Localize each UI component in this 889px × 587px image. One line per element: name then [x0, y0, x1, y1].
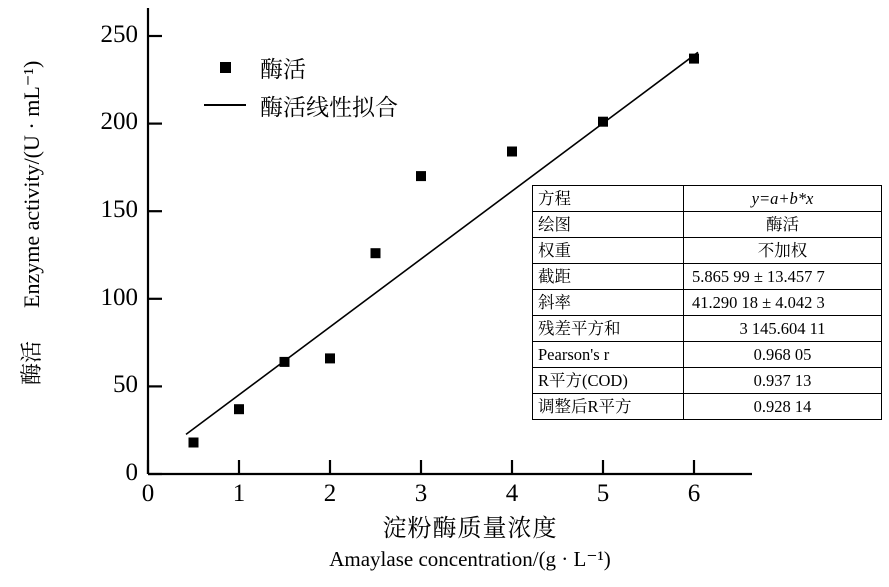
stat-value: 酶活 — [684, 212, 882, 238]
y-tick-label: 150 — [100, 196, 138, 223]
table-row — [533, 394, 882, 420]
x-tick-label: 4 — [505, 480, 519, 507]
table-row — [533, 368, 882, 394]
fit-statistics-table — [532, 185, 882, 420]
y-tick-label: 0 — [125, 459, 138, 486]
stat-key: 斜率 — [533, 290, 684, 316]
table-row — [533, 264, 882, 290]
y-tick-label: 200 — [100, 108, 138, 135]
table-row — [533, 238, 882, 264]
table-row — [533, 316, 882, 342]
stat-value: 0.937 13 — [684, 368, 882, 394]
legend-item-label: 酶活线性拟合 — [260, 94, 398, 120]
stat-key: R平方(COD) — [533, 368, 684, 394]
stat-value: 不加权 — [684, 238, 882, 264]
table-row — [533, 212, 882, 238]
x-tick-label: 2 — [323, 480, 337, 507]
stat-value: 3 145.604 11 — [684, 316, 882, 342]
y-axis-label-en: Enzyme activity/(U · mL⁻¹) — [19, 60, 44, 308]
data-point — [189, 438, 199, 448]
data-point — [689, 54, 699, 64]
data-point — [371, 248, 381, 258]
data-point — [234, 404, 244, 414]
x-axis-label-en: Amaylase concentration/(g · L⁻¹) — [329, 547, 611, 571]
data-point — [598, 117, 608, 127]
stat-key: Pearson's r — [533, 342, 684, 368]
legend-item-label: 酶活 — [260, 56, 306, 82]
data-point — [280, 357, 290, 367]
stat-key: 绘图 — [533, 212, 684, 238]
stat-value: y=a+b*x — [684, 186, 882, 212]
stat-key: 残差平方和 — [533, 316, 684, 342]
y-axis-label — [18, 60, 46, 385]
x-tick-label: 6 — [687, 480, 701, 507]
stat-value: 0.928 14 — [684, 394, 882, 420]
stat-value: 41.290 18 ± 4.042 3 — [684, 290, 882, 316]
stat-value: 0.968 05 — [684, 342, 882, 368]
y-axis-label-cn: 酶活 — [19, 340, 44, 385]
table-row — [533, 290, 882, 316]
x-axis-label-cn: 淀粉酶质量浓度 — [382, 516, 558, 542]
data-point — [325, 353, 335, 363]
x-tick-label: 5 — [596, 480, 610, 507]
x-tick-label: 0 — [141, 480, 155, 507]
legend — [196, 48, 398, 124]
y-tick-label: 250 — [100, 21, 138, 48]
data-point — [416, 171, 426, 181]
legend-line-icon — [196, 104, 254, 106]
x-tick-label: 3 — [414, 480, 428, 507]
data-point — [507, 147, 517, 157]
stat-key: 截距 — [533, 264, 684, 290]
stat-key: 方程 — [533, 186, 684, 212]
y-tick-label: 100 — [100, 284, 138, 311]
y-tick-label: 50 — [113, 371, 138, 398]
stat-value: 5.865 99 ± 13.457 7 — [684, 264, 882, 290]
stat-key: 权重 — [533, 238, 684, 264]
legend-item — [196, 48, 398, 86]
table-row — [533, 342, 882, 368]
legend-item — [196, 86, 398, 124]
legend-square-icon — [196, 62, 254, 73]
stat-key: 调整后R平方 — [533, 394, 684, 420]
x-tick-label: 1 — [232, 480, 246, 507]
table-row — [533, 186, 882, 212]
